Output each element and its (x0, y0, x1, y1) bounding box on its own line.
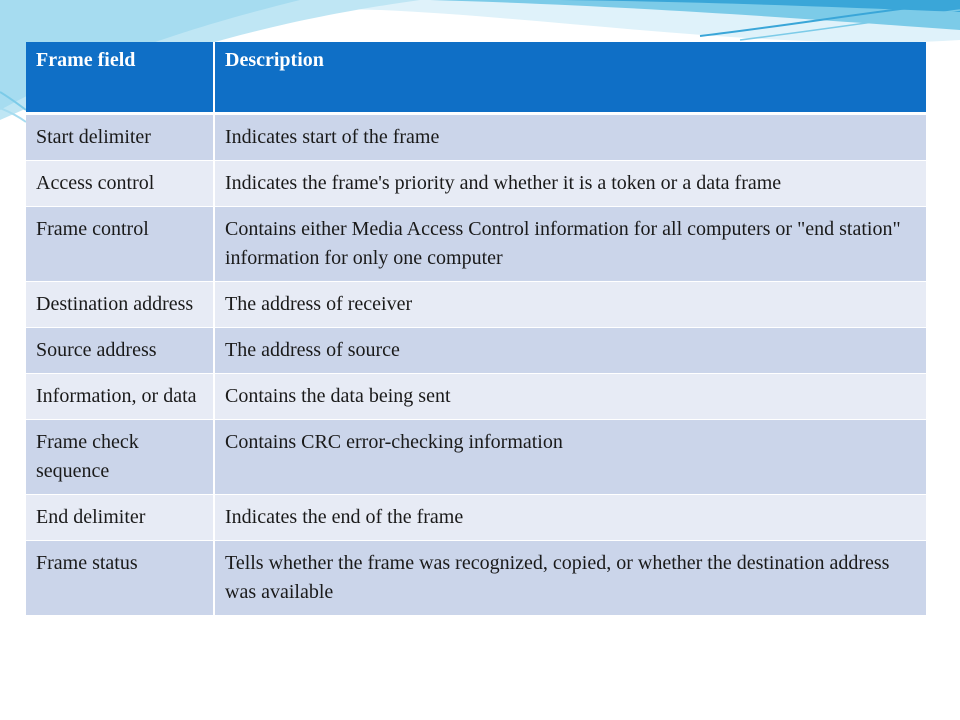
table-row (26, 328, 926, 374)
header-description: Description (214, 42, 926, 114)
table-row (26, 374, 926, 420)
frame-field-cell: Destination address (26, 282, 214, 328)
description-cell: Contains the data being sent (214, 374, 926, 420)
frame-field-cell: Frame control (26, 207, 214, 282)
description-cell: Tells whether the frame was recognized, copied, or whether the destination address was available (214, 541, 926, 616)
description-cell: Contains either Media Access Control information for all computers or "end station" information for only one computer (214, 207, 926, 282)
table-row (26, 420, 926, 495)
description-cell: Indicates start of the frame (214, 114, 926, 161)
description-cell: Indicates the end of the frame (214, 495, 926, 541)
description-cell: Contains CRC error-checking information (214, 420, 926, 495)
frame-field-cell: Access control (26, 161, 214, 207)
frame-field-cell: Frame check sequence (26, 420, 214, 495)
frame-field-cell: End delimiter (26, 495, 214, 541)
frame-field-cell: Source address (26, 328, 214, 374)
table-row (26, 282, 926, 328)
frame-field-cell: Frame status (26, 541, 214, 616)
table-header-row (26, 42, 926, 114)
table-row (26, 541, 926, 616)
frame-fields-table (26, 42, 926, 616)
frame-field-cell: Start delimiter (26, 114, 214, 161)
description-cell: The address of receiver (214, 282, 926, 328)
header-frame-field: Frame field (26, 42, 214, 114)
description-cell: The address of source (214, 328, 926, 374)
table-row (26, 495, 926, 541)
description-cell: Indicates the frame's priority and whether it is a token or a data frame (214, 161, 926, 207)
table-row (26, 207, 926, 282)
table-row (26, 114, 926, 161)
table-row (26, 161, 926, 207)
frame-field-cell: Information, or data (26, 374, 214, 420)
